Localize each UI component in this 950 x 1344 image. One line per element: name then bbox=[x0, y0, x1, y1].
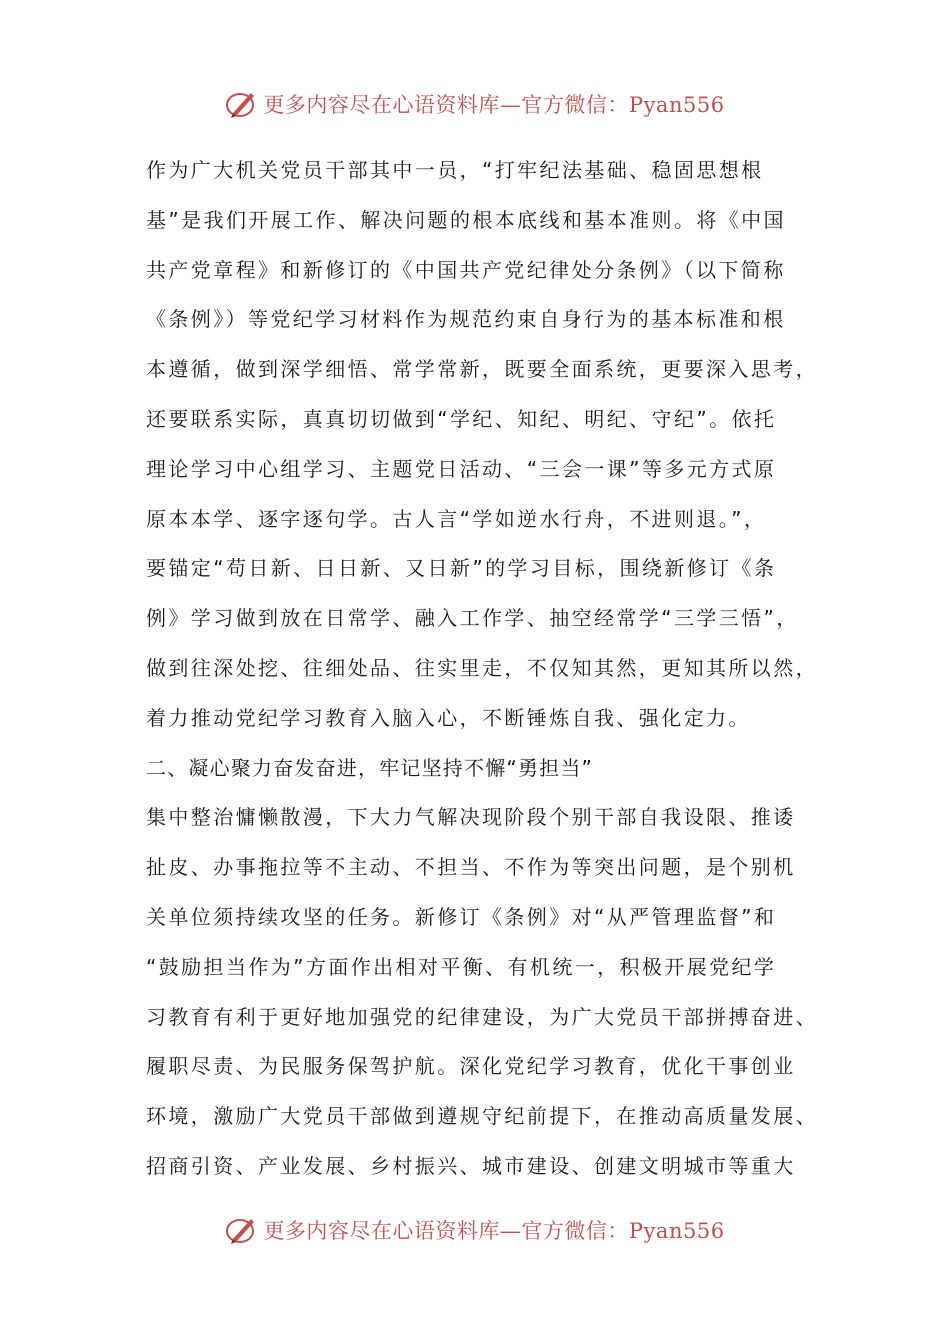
body-line: 要锚定“苟日新、日日新、又日新”的学习目标，围绕新修订《条 bbox=[146, 556, 777, 581]
section-heading: 二、凝心聚力奋发奋进，牢记坚持不懈“勇担当” bbox=[146, 755, 594, 780]
body-line: 本遵循，做到深学细悟、常学常新，既要全面系统，更要深入思考， bbox=[146, 357, 818, 382]
body-line: 理论学习中心组学习、主题党日活动、“三会一课”等多元方式原 bbox=[146, 456, 777, 481]
document-body bbox=[146, 146, 826, 1192]
body-line: 扯皮、办事拖拉等不主动、不担当、不作为等突出问题，是个别机 bbox=[146, 855, 796, 880]
body-line: 作为广大机关党员干部其中一员，“打牢纪法基础、稳固思想根 bbox=[146, 158, 764, 182]
body-line: 基”是我们开展工作、解决问题的根本底线和基本准则。将《中国 bbox=[146, 207, 786, 232]
body-line: 《条例》）等党纪学习材料作为规范约束自身行为的基本标准和根 bbox=[146, 307, 786, 332]
body-line: 着力推动党纪学习教育入脑入心，不断锤炼自我、强化定力。 bbox=[146, 705, 751, 730]
header-banner-text: 更多内容尽在心语资料库—官方微信：Pyan556 bbox=[263, 93, 725, 117]
body-line: 做到往深处挖、往细处品、往实里走，不仅知其然，更知其所以然， bbox=[146, 655, 818, 680]
pen-logo-icon bbox=[225, 87, 259, 121]
body-line: 关单位须持续攻坚的任务。新修订《条例》对“从严管理监督”和 bbox=[146, 904, 777, 929]
body-line: 环境，激励广大党员干部做到遵规守纪前提下，在推动高质量发展、 bbox=[146, 1104, 818, 1129]
body-line: 例》学习做到放在日常学、融入工作学、抽空经常学“三学三悟”， bbox=[146, 606, 799, 631]
body-line: “鼓励担当作为”方面作出相对平衡、有机统一，积极开展党纪学 bbox=[146, 954, 777, 979]
body-line: 履职尽责、为民服务保驾护航。深化党纪学习教育，优化干事创业 bbox=[146, 1054, 796, 1079]
body-line: 集中整治慵懒散漫，下大力气解决现阶段个别干部自我设限、推诿 bbox=[146, 805, 796, 830]
pen-logo-icon bbox=[225, 1213, 259, 1247]
body-line: 还要联系实际，真真切切做到“学纪、知纪、明纪、守纪”。依托 bbox=[146, 406, 777, 431]
header-banner bbox=[0, 84, 950, 124]
footer-banner-text: 更多内容尽在心语资料库—官方微信：Pyan556 bbox=[263, 1219, 725, 1243]
footer-banner bbox=[0, 1210, 950, 1250]
body-line: 习教育有利于更好地加强党的纪律建设，为广大党员干部拼搏奋进、 bbox=[146, 1004, 818, 1029]
body-line: 共产党章程》和新修订的《中国共产党纪律处分条例》（以下简称 bbox=[146, 257, 786, 282]
body-line: 原本本学、逐字逐句学。古人言“学如逆水行舟，不进则退。”， bbox=[146, 506, 767, 531]
body-line: 招商引资、产业发展、乡村振兴、城市建设、创建文明城市等重大 bbox=[146, 1153, 796, 1178]
